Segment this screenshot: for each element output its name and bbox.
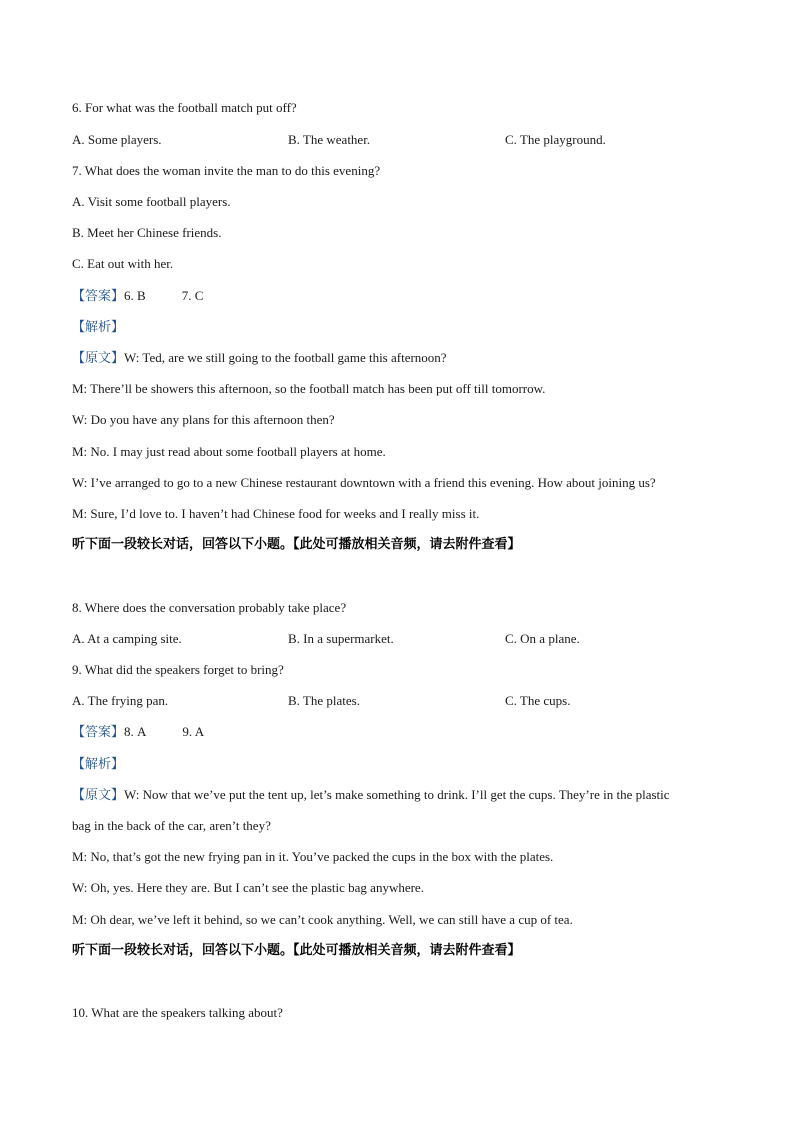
transcript-line: W: I’ve arranged to go to a new Chinese restaurant downtown with a friend this evening. How about joining us? bbox=[72, 475, 656, 490]
question-7: 7. What does the woman invite the man to do this evening? bbox=[72, 163, 381, 178]
answer-line bbox=[72, 288, 203, 305]
transcript-text: W: Now that we’ve put the tent up, let’s make something to drink. I’ll get the cups. They’re in the plastic bbox=[124, 787, 670, 802]
answer-value: 8. A bbox=[124, 724, 147, 739]
question-9: 9. What did the speakers forget to bring? bbox=[72, 662, 284, 677]
transcript-text: W: Ted, are we still going to the football game this afternoon? bbox=[124, 350, 447, 365]
analysis-tag: 【解析】 bbox=[72, 757, 125, 772]
question-9-options bbox=[72, 693, 722, 709]
analysis-line bbox=[72, 756, 124, 773]
transcript-line: M: No. I may just read about some football players at home. bbox=[72, 444, 386, 459]
option-a: A. Visit some football players. bbox=[72, 194, 231, 209]
option-a: A. The frying pan. bbox=[72, 693, 169, 708]
transcript-tag: 【原文】 bbox=[72, 788, 125, 803]
analysis-line bbox=[72, 319, 124, 336]
transcript-line: W: Do you have any plans for this afternoon then? bbox=[72, 412, 335, 427]
transcript-tag: 【原文】 bbox=[72, 351, 125, 366]
option-b: B. In a supermarket. bbox=[288, 631, 394, 646]
option-c: C. Eat out with her. bbox=[72, 256, 174, 271]
option-c: C. The playground. bbox=[505, 132, 606, 147]
option-c: C. The cups. bbox=[505, 693, 571, 708]
transcript-line: bag in the back of the car, aren’t they? bbox=[72, 818, 271, 833]
transcript-line: M: Sure, I’d love to. I haven’t had Chinese food for weeks and I really miss it. bbox=[72, 506, 480, 521]
option-b: B. Meet her Chinese friends. bbox=[72, 225, 222, 240]
transcript-line: M: There’ll be showers this afternoon, so the football match has been put off till tomorrow. bbox=[72, 381, 546, 396]
option-b: B. The weather. bbox=[288, 132, 371, 147]
answer-value: 9. A bbox=[182, 724, 205, 739]
listening-instruction: 听下面一段较长对话，回答以下小题。【此处可播放相关音频，请去附件查看】 bbox=[72, 537, 521, 552]
answer-tag: 【答案】 bbox=[72, 725, 125, 740]
question-8-options bbox=[72, 631, 722, 647]
answer-line bbox=[72, 724, 204, 741]
transcript-line bbox=[72, 350, 447, 367]
transcript-line: M: Oh dear, we’ve left it behind, so we can’t cook anything. Well, we can still have a cup of tea. bbox=[72, 912, 573, 927]
question-6-options bbox=[72, 132, 722, 148]
listening-instruction: 听下面一段较长对话，回答以下小题。【此处可播放相关音频，请去附件查看】 bbox=[72, 943, 521, 958]
transcript-line bbox=[72, 787, 670, 804]
answer-tag: 【答案】 bbox=[72, 289, 125, 304]
question-8: 8. Where does the conversation probably take place? bbox=[72, 600, 347, 615]
answer-value: 6. B bbox=[124, 288, 146, 303]
option-a: A. Some players. bbox=[72, 132, 162, 147]
analysis-tag: 【解析】 bbox=[72, 320, 125, 335]
option-b: B. The plates. bbox=[288, 693, 360, 708]
option-a: A. At a camping site. bbox=[72, 631, 182, 646]
transcript-line: M: No, that’s got the new frying pan in it. You’ve packed the cups in the box with the plates. bbox=[72, 849, 554, 864]
answer-value: 7. C bbox=[181, 288, 204, 303]
option-c: C. On a plane. bbox=[505, 631, 580, 646]
question-10: 10. What are the speakers talking about? bbox=[72, 1005, 283, 1020]
transcript-line: W: Oh, yes. Here they are. But I can’t see the plastic bag anywhere. bbox=[72, 880, 424, 895]
question-6: 6. For what was the football match put off? bbox=[72, 100, 297, 115]
